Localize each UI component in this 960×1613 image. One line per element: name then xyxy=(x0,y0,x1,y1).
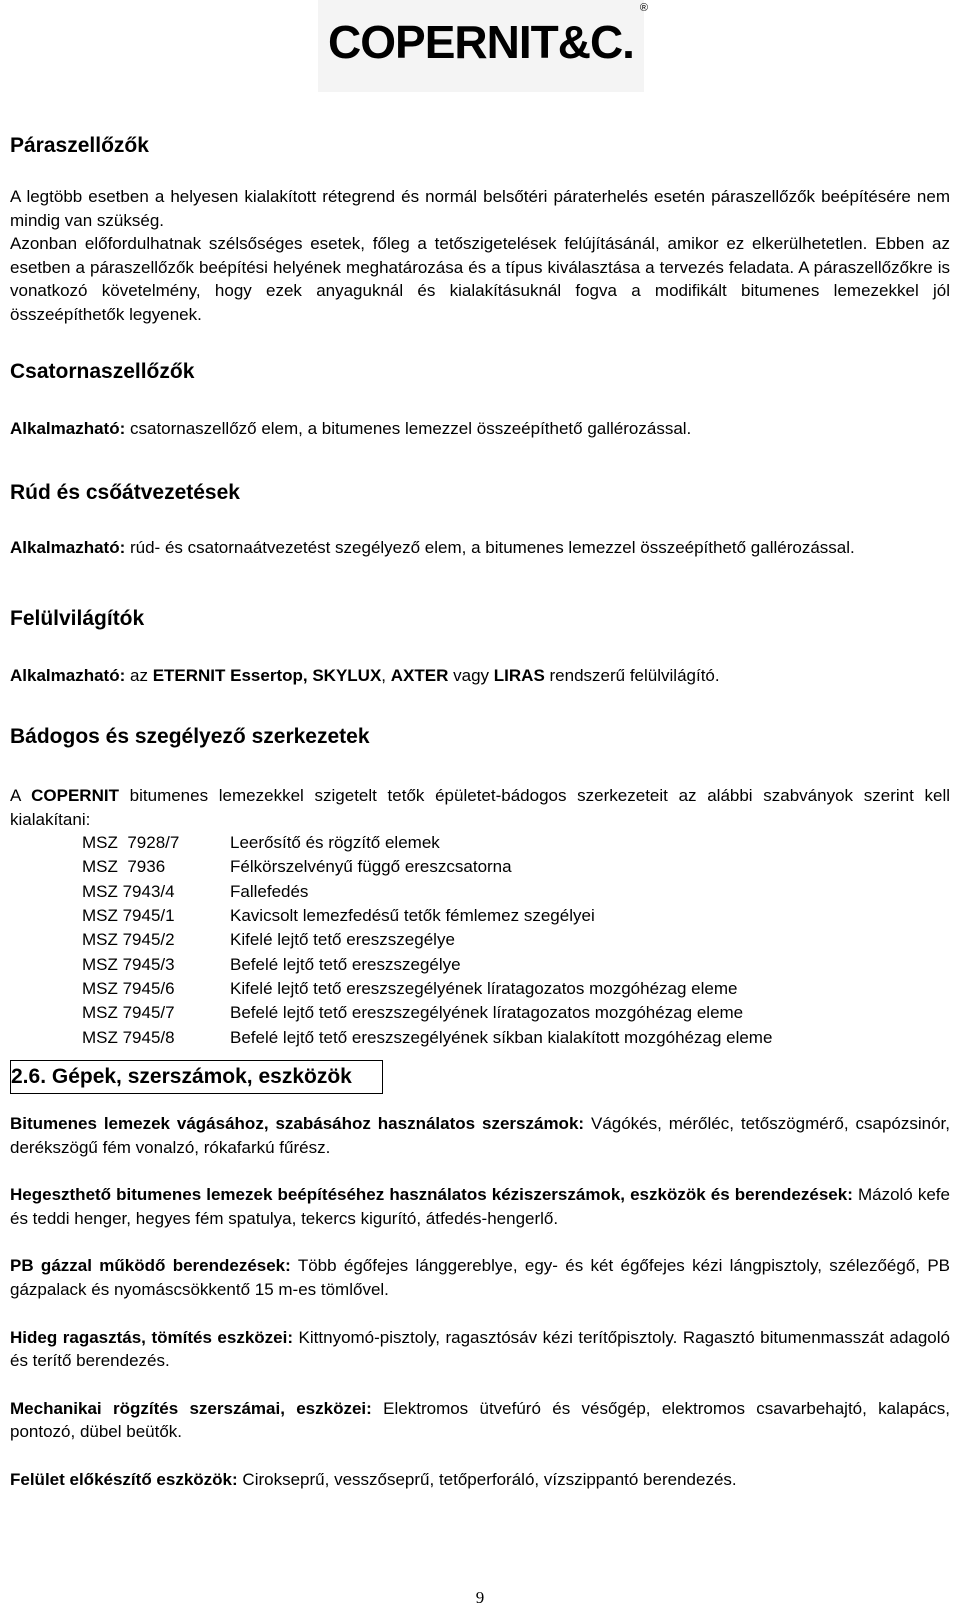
tool-paragraph xyxy=(10,1254,950,1301)
standard-code: MSZ 7945/2 xyxy=(82,930,175,950)
standard-code: MSZ 7928/7 xyxy=(82,833,180,853)
tool-category-label: Hegeszthető bitumenes lemezek beépítéséhez használatos kéziszerszámok, eszközök és berendezések: xyxy=(10,1185,853,1205)
paragraph: A legtöbb esetben a helyesen kialakított rétegrend és normál belsőtéri páraterhelés esetén páraszellőzők beépítésére nem mindig van szükség. xyxy=(10,187,950,230)
standard-code: MSZ 7943/4 xyxy=(82,881,175,901)
standard-description: Befelé lejtő tető ereszszegélyének líratagozatos mozgóhézag eleme xyxy=(230,1003,744,1023)
product-name: AXTER xyxy=(390,666,449,685)
standard-row xyxy=(82,880,772,904)
tool-category-text: Vágókés, mérőléc, tetőszögmérő, csapózsinór, derékszögű fém vonalzó, rókafarkú fűrész. xyxy=(10,1114,950,1157)
product-name: ETERNIT Essertop, SKYLUX xyxy=(152,666,382,685)
text: az xyxy=(129,666,148,685)
brand-name: COPERNIT xyxy=(31,786,119,805)
text: vagy xyxy=(453,666,490,685)
paragraph xyxy=(10,784,950,831)
tool-category-label: Bitumenes lemezek vágásához, szabásához használatos szerszámok: xyxy=(10,1114,585,1133)
section-badogos-szerkezetek xyxy=(10,722,950,1050)
tool-category-text: Cirokseprű, vesszőseprű, tetőperforáló, vízszippantó berendezés. xyxy=(242,1469,737,1489)
tool-category-label: Hideg ragasztás, tömítés eszközei: xyxy=(10,1327,294,1347)
section-heading: Rúd és csőátvezetések xyxy=(10,481,240,504)
label: Alkalmazható: xyxy=(10,538,126,557)
standard-code: MSZ 7945/6 xyxy=(82,978,175,998)
section-heading: Bádogos és szegélyező szerkezetek xyxy=(10,725,370,748)
tool-paragraph xyxy=(10,1326,950,1373)
section-gepek-szerszamok xyxy=(10,1060,950,1492)
section-heading: Felülvilágítók xyxy=(10,607,145,630)
paragraph xyxy=(10,417,950,441)
tool-category-text: Több égőfejes lánggereblye, egy- és két égőfejes kézi lángpisztoly, szélezőégő, PB gázpalack és nyomáscsökkentő 15 m-es tömlővel. xyxy=(10,1256,950,1299)
tool-category-label: Mechanikai rögzítés szerszámai, eszközei: xyxy=(10,1398,372,1418)
standards-table xyxy=(82,831,772,1050)
registered-mark: ® xyxy=(639,2,648,14)
paragraph xyxy=(10,664,950,688)
tool-category-label: Felület előkészítő eszközök: xyxy=(10,1469,238,1489)
label: Alkalmazható: xyxy=(10,419,126,438)
label: Alkalmazható: xyxy=(10,666,126,685)
standard-description: Félkörszelvényű függő ereszcsatorna xyxy=(230,857,512,877)
standard-row xyxy=(82,1001,772,1025)
tools-list xyxy=(10,1112,950,1492)
standard-row xyxy=(82,977,772,1001)
standard-description: Kifelé lejtő tető ereszszegélyének líratagozatos mozgóhézag eleme xyxy=(230,978,738,998)
standard-description: Befelé lejtő tető ereszszegélyének síkban kialakított mozgóhézag eleme xyxy=(230,1027,773,1047)
standard-code: MSZ 7945/1 xyxy=(82,906,175,926)
tool-paragraph xyxy=(10,1112,950,1159)
paragraph: Azonban előfordulhatnak szélsőséges esetek, főleg a tetőszigetelések felújításánál, amikor ez elkerülhetetlen. Ebben az esetben a páraszellőzők beépítési helyének meghatározása és a típus kiválasztása a tervezés feladata. A páraszellőzőkre is vonatkozó követelmény, hogy ezek anyaguknál és kialakításuknál fogva a modifikált bitumenes lemezekkel jól összeépíthetők legyenek. xyxy=(10,234,950,324)
section-rud-csoatvezetesek xyxy=(10,478,950,560)
paragraph xyxy=(10,536,950,560)
standard-code: MSZ 7936 xyxy=(82,857,166,877)
section-felulvilagitok xyxy=(10,604,950,688)
standard-description: Kavicsolt lemezfedésű tetők fémlemez szegélyei xyxy=(230,906,595,926)
section-heading: Csatornaszellőzők xyxy=(10,360,195,383)
tool-category-text: Mázoló kefe és teddi henger, hegyes fém spatulya, tekercs kigurító, átfedés-hengerlő. xyxy=(10,1185,950,1228)
tool-category-text: Kittnyomó-pisztoly, ragasztósáv kézi terítőpisztoly. Ragasztó bitumenmasszát adagoló és terítő berendezés. xyxy=(10,1327,950,1371)
tool-paragraph xyxy=(10,1183,950,1230)
text: bitumenes lemezekkel szigetelt tetők épületet-bádogos szerkezeteit az alábbi szabványok szerint kell kialakítani: xyxy=(10,786,951,829)
standard-row xyxy=(82,1026,772,1050)
text: rendszerű felülvilágító. xyxy=(549,666,720,685)
tool-category-label: PB gázzal működő berendezések: xyxy=(10,1256,291,1276)
section-paraszellozok xyxy=(10,131,950,327)
tool-paragraph xyxy=(10,1468,950,1492)
standard-description: Kifelé lejtő tető ereszszegélye xyxy=(230,930,455,950)
text: , xyxy=(381,666,387,685)
standard-description: Leerősítő és rögzítő elemek xyxy=(230,833,440,853)
text: A xyxy=(10,786,21,805)
page-number: 9 xyxy=(475,1588,485,1607)
standard-row xyxy=(82,953,772,977)
text: rúd- és csatornaátvezetést szegélyező elem, a bitumenes lemezzel összeépíthető gallérozással. xyxy=(129,538,855,557)
standard-code: MSZ 7945/7 xyxy=(82,1003,175,1023)
standard-description: Befelé lejtő tető ereszszegélye xyxy=(230,954,461,974)
standard-row xyxy=(82,831,772,855)
standard-code: MSZ 7945/3 xyxy=(82,954,175,974)
product-name: LIRAS xyxy=(493,666,545,685)
standard-row xyxy=(82,928,772,952)
standard-row xyxy=(82,904,772,928)
tool-category-text: Elektromos ütvefúró és vésőgép, elektromos csavarbehajtó, kalapács, pontozó, dübel beütők. xyxy=(10,1398,950,1442)
section-heading: Páraszellőzők xyxy=(10,134,149,157)
company-logo xyxy=(318,0,648,92)
logo-text: COPERNIT&C. xyxy=(328,16,634,68)
text: csatornaszellőző elem, a bitumenes lemezzel összeépíthető gallérozással. xyxy=(129,419,692,438)
section-csatornaszellozok xyxy=(10,357,950,441)
standard-code: MSZ 7945/8 xyxy=(82,1027,175,1047)
standard-description: Fallefedés xyxy=(230,881,309,901)
tool-paragraph xyxy=(10,1397,950,1444)
section-heading-boxed: 2.6. Gépek, szerszámok, eszközök xyxy=(10,1060,383,1094)
standard-row xyxy=(82,855,772,879)
